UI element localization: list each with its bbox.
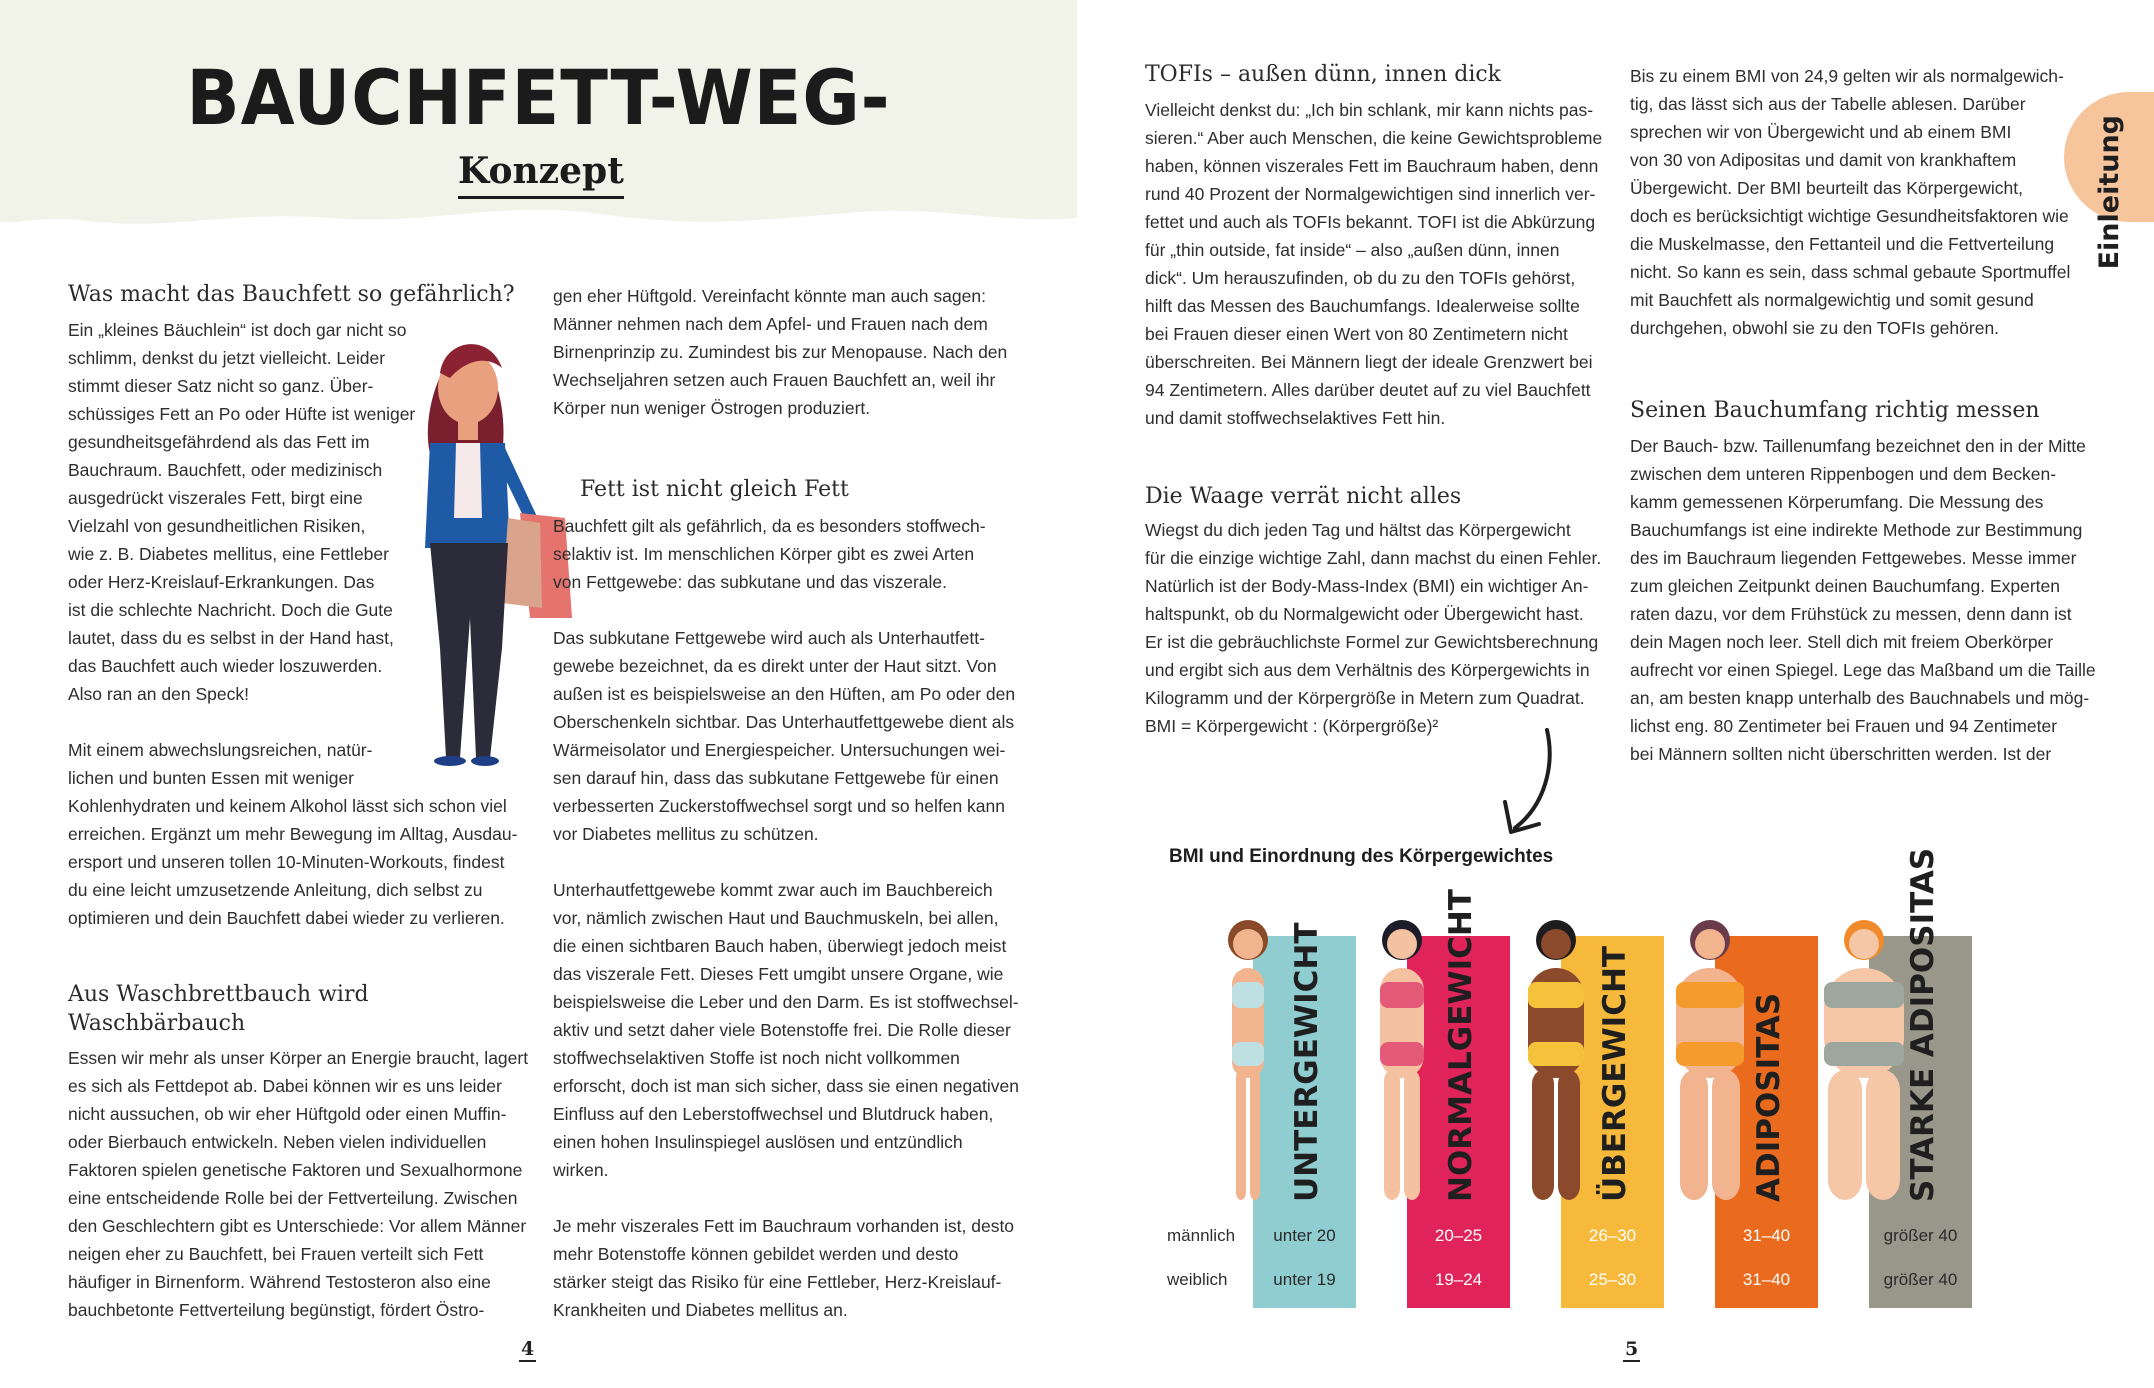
section-heading: TOFIs – außen dünn, innen dick xyxy=(1145,62,1502,87)
text-line: 94 Zentimetern. Alles darüber deutet auf zu viel Bauchfett xyxy=(1145,380,1591,400)
text-line: mehr Botenstoffe können gebildet werden und desto xyxy=(553,1244,959,1264)
text-line: Unterhautfettgewebe kommt zwar auch im Bauchbereich xyxy=(553,880,993,900)
text-line: mit Bauchfett als normalgewichtig und somit gesund xyxy=(1630,290,2034,310)
text-line: Er ist die gebräuchlichste Formel zur Gewichtsberechnung xyxy=(1145,632,1599,652)
text-line: du eine leicht umzusetzende Anleitung, dich selbst zu xyxy=(68,880,483,900)
paragraph xyxy=(1630,62,2070,342)
text-line: stärker steigt das Risiko für eine Fettleber, Herz-Kreislauf- xyxy=(553,1272,1002,1292)
text-line: zum gleichen Zeitpunkt deinen Bauchumfang. Experten xyxy=(1630,576,2060,596)
text-line: lautet, dass du es selbst in der Hand hast, xyxy=(68,628,394,648)
row-label-female: weiblich xyxy=(1167,1270,1228,1289)
text-line: Wechseljahren setzen auch Frauen Bauchfett an, weil ihr xyxy=(553,370,996,390)
text-line: die einen sichtbaren Bauch haben, überwiegt jedoch meist xyxy=(553,936,1007,956)
bmi-category-label: UNTERGEWICHT xyxy=(1289,922,1325,1202)
text-line: sieren.“ Aber auch Menschen, die keine Gewichtsprobleme xyxy=(1145,128,1603,148)
text-line: Vielzahl von gesundheitlichen Risiken, xyxy=(68,516,366,536)
text-line: Kilogramm und der Körpergröße in Metern zum Quadrat. xyxy=(1145,688,1585,708)
text-line: den Geschlechtern gibt es Unterschiede: Vor allem Männer xyxy=(68,1216,527,1236)
text-line: bei Männern sollten nicht überschritten werden. Ist der xyxy=(1630,744,2052,764)
text-line: für „thin outside, fat inside“ – also „außen dünn, innen xyxy=(1145,240,1560,260)
text-line: Vielleicht denkst du: „Ich bin schlank, mir kann nichts pas- xyxy=(1145,100,1594,120)
right-page xyxy=(1077,0,2154,1388)
text-line: Der Bauch- bzw. Taillenumfang bezeichnet den in der Mitte xyxy=(1630,436,2086,456)
paragraph xyxy=(553,512,986,596)
text-line: erforscht, doch ist man sich sicher, dass sie einen negativen xyxy=(553,1076,1019,1096)
text-line: häufiger in Birnenform. Während Testosteron also eine xyxy=(68,1272,491,1292)
text-line: vor, nämlich zwischen Haut und Bauchmuskeln, bei allen, xyxy=(553,908,999,928)
text-line: Körper nun weniger Östrogen produziert. xyxy=(553,398,871,418)
text-line: Ein „kleines Bäuchlein“ ist doch gar nicht so xyxy=(68,320,407,340)
text-line: bauchbetonte Fettverteilung begünstigt, fördert Östro- xyxy=(68,1300,485,1320)
bmi-category-label: ADIPOSITAS xyxy=(1751,992,1787,1202)
text-line: aktiv und setzt daher viele Botenstoffe frei. Die Rolle dieser xyxy=(553,1020,1011,1040)
text-line: Natürlich ist der Body-Mass-Index (BMI) ein wichtiger An- xyxy=(1145,576,1589,596)
text-line: wie z. B. Diabetes mellitus, eine Fettleber xyxy=(68,544,389,564)
paragraph xyxy=(553,876,1019,1184)
text-line: von Fettgewebe: das subkutane und das viszerale. xyxy=(553,572,947,592)
text-line: hilft das Messen des Bauchumfangs. Idealerweise sollte xyxy=(1145,296,1580,316)
text-line: Essen wir mehr als unser Körper an Energie braucht, lagert xyxy=(68,1048,529,1068)
bmi-category-label: ÜBERGEWICHT xyxy=(1597,945,1633,1202)
row-label-male: männlich xyxy=(1167,1226,1236,1245)
chapter-tab-label: Einleitung xyxy=(2094,115,2125,270)
text-line: ist die schlechte Nachricht. Doch die Gute xyxy=(68,600,393,620)
text-line: kamm gemessenen Körperumfang. Die Messung des xyxy=(1630,492,2044,512)
text-line: stimmt dieser Satz nicht so ganz. Über- xyxy=(68,376,374,396)
paragraph xyxy=(1630,432,2096,768)
text-line: es sich als Fettdepot ab. Dabei können wir es uns leider xyxy=(68,1076,502,1096)
body-figure-illustration xyxy=(1655,910,1765,1210)
text-line: schlimm, denkst du jetzt vielleicht. Leider xyxy=(68,348,386,368)
text-line: oder Herz-Kreislauf-Erkrankungen. Das xyxy=(68,572,375,592)
text-line: oder Bierbauch entwickeln. Neben vielen individuellen xyxy=(68,1132,487,1152)
text-line: aufrecht vor einen Spiegel. Lege das Maßband um die Taille xyxy=(1630,660,2096,680)
text-line: gen eher Hüftgold. Vereinfacht könnte man auch sagen: xyxy=(553,286,986,306)
text-line: Bauchfett gilt als gefährlich, da es besonders stoffwech- xyxy=(553,516,986,536)
text-line: erreichen. Ergänzt um mehr Bewegung im Alltag, Ausdau- xyxy=(68,824,518,844)
text-line: zwischen dem unteren Rippenbogen und dem Becken- xyxy=(1630,464,2057,484)
text-line: eine entscheidende Rolle bei der Fettverteilung. Zwischen xyxy=(68,1188,518,1208)
paragraph xyxy=(553,624,1015,848)
woman-with-shopping-bags-illustration xyxy=(390,318,580,768)
paragraph xyxy=(553,282,1007,422)
text-line: verbesserten Zuckerstoffwechsel sorgt und so helfen kann xyxy=(553,796,1006,816)
page-subtitle: Konzept xyxy=(458,150,624,199)
text-line: Wiegst du dich jeden Tag und hältst das Körpergewicht xyxy=(1145,520,1571,540)
text-line: beispielsweise die Leber und den Darm. Es ist stoffwechsel- xyxy=(553,992,1019,1012)
body-figure-illustration xyxy=(1501,910,1611,1210)
bmi-male-value: 26–30 xyxy=(1588,1226,1637,1245)
text-line: Wärmeisolator und Energiespeicher. Untersuchungen wei- xyxy=(553,740,1006,760)
text-line: und ergibt sich aus dem Verhältnis des Körpergewichts in xyxy=(1145,660,1590,680)
paragraph xyxy=(1145,516,1601,740)
text-line: wirken. xyxy=(553,1160,609,1180)
bmi-male-value: 20–25 xyxy=(1434,1226,1483,1245)
text-line: für die einzige wichtige Zahl, dann machst du einen Fehler. xyxy=(1145,548,1602,568)
bmi-female-value: 31–40 xyxy=(1742,1270,1791,1289)
paragraph xyxy=(68,736,517,932)
text-line: optimieren und dein Bauchfett dabei wieder zu verlieren. xyxy=(68,908,505,928)
bmi-female-value: 25–30 xyxy=(1588,1270,1637,1289)
bmi-female-value: größer 40 xyxy=(1883,1270,1958,1289)
text-line: raten dazu, vor dem Frühstück zu messen, denn dann ist xyxy=(1630,604,2072,624)
page-title: BAUCHFETT-WEG- xyxy=(186,53,891,142)
text-line: BMI = Körpergewicht : (Körpergröße)² xyxy=(1145,716,1439,736)
text-line: haltspunkt, ob du Normalgewicht oder Übergewicht hast. xyxy=(1145,604,1584,624)
text-line: gewebe bezeichnet, da es direkt unter der Haut sitzt. Von xyxy=(553,656,997,676)
arrow-icon xyxy=(1497,720,1577,840)
text-line: dick“. Um herauszufinden, ob du zu den TOFIs gehörst, xyxy=(1145,268,1576,288)
text-line: fettet und auch als TOFIs bekannt. TOFI ist die Abkürzung xyxy=(1145,212,1596,232)
text-line: des im Bauchraum liegenden Fettgewebes. Messe immer xyxy=(1630,548,2077,568)
body-figure-illustration xyxy=(1193,910,1303,1210)
page-number: 4 xyxy=(521,1338,535,1360)
paragraph xyxy=(1145,96,1602,432)
bmi-category-label: NORMALGEWICHT xyxy=(1443,889,1479,1202)
paragraph xyxy=(553,1212,1014,1324)
section-heading: Fett ist nicht gleich Fett xyxy=(580,477,849,502)
text-line: sen darauf hin, dass das subkutane Fettgewebe für einen xyxy=(553,768,999,788)
text-line: ersport und unseren tollen 10-Minuten-Workouts, findest xyxy=(68,852,505,872)
text-line: durchgehen, obwohl sie zu den TOFIs gehören. xyxy=(1630,318,2000,338)
text-line: neigen eher zu Bauchfett, bei Frauen verteilt sich Fett xyxy=(68,1244,484,1264)
body-figure-illustration xyxy=(1347,910,1457,1210)
bmi-male-value: unter 20 xyxy=(1273,1226,1336,1245)
section-heading: Aus Waschbrettbauch wird Waschbärbauch xyxy=(68,982,369,1036)
text-line: die Muskelmasse, den Fettanteil und die Fettverteilung xyxy=(1630,234,2055,254)
text-line: Das subkutane Fettgewebe wird auch als Unterhautfett- xyxy=(553,628,985,648)
bmi-chart-title: BMI und Einordnung des Körpergewichtes xyxy=(1169,846,1554,867)
text-line: Krankheiten und Diabetes mellitus an. xyxy=(553,1300,848,1320)
text-line: von 30 von Adipositas und damit von krankhaftem xyxy=(1630,150,2017,170)
text-line: an, am besten knapp unterhalb des Bauchnabels und mög- xyxy=(1630,688,2090,708)
bmi-male-value: größer 40 xyxy=(1883,1226,1958,1245)
bmi-category-label: STARKE ADIPOSITAS xyxy=(1905,847,1941,1202)
text-line: lichst eng. 80 Zentimeter bei Frauen und 94 Zentimeter xyxy=(1630,716,2058,736)
section-heading: Was macht das Bauchfett so gefährlich? xyxy=(68,282,515,307)
text-line: dein Magen noch leer. Stell dich mit freiem Oberkörper xyxy=(1630,632,2054,652)
text-line: tig, das lässt sich aus der Tabelle ablesen. Darüber xyxy=(1630,94,2026,114)
text-line: Übergewicht. Der BMI beurteilt das Körpergewicht, xyxy=(1630,178,2023,198)
text-line: und damit stoffwechselaktives Fett hin. xyxy=(1145,408,1446,428)
body-figure-illustration xyxy=(1809,910,1919,1210)
text-line: Oberschenkeln sichtbar. Das Unterhautfettgewebe dient als xyxy=(553,712,1015,732)
paragraph xyxy=(68,1044,528,1324)
text-line: doch es berücksichtigt wichtige Gesundheitsfaktoren wie xyxy=(1630,206,2069,226)
text-line: Einfluss auf den Leberstoffwechsel und Blutdruck haben, xyxy=(553,1104,994,1124)
text-line: vor Diabetes mellitus zu schützen. xyxy=(553,824,819,844)
text-line: nicht aussuchen, ob wir eher Hüftgold oder einen Muffin- xyxy=(68,1104,507,1124)
text-line: Faktoren spielen genetische Faktoren und Sexualhormone xyxy=(68,1160,523,1180)
text-line: schüssiges Fett an Po oder Hüfte ist weniger xyxy=(68,404,416,424)
text-line: Mit einem abwechslungsreichen, natür- xyxy=(68,740,373,760)
text-line: Also ran an den Speck! xyxy=(68,684,249,704)
text-line: Birnenprinzip zu. Zumindest bis zur Menopause. Nach den xyxy=(553,342,1008,362)
bmi-male-value: 31–40 xyxy=(1742,1226,1791,1245)
text-line: stoffwechselaktiven Stoffe ist noch nicht vollkommen xyxy=(553,1048,960,1068)
text-line: sprechen wir von Übergewicht und ab einem BMI xyxy=(1630,122,2012,142)
text-line: das viszerale Fett. Dieses Fett umgibt unsere Organe, wie xyxy=(553,964,1004,984)
text-line: rund 40 Prozent der Normalgewichtigen sind innerlich ver- xyxy=(1145,184,1596,204)
section-heading: Die Waage verrät nicht alles xyxy=(1145,484,1462,509)
text-line: gesundheitsgefährdend als das Fett im xyxy=(68,432,370,452)
paragraph xyxy=(68,316,415,708)
text-line: selaktiv ist. Im menschlichen Körper gibt es zwei Arten xyxy=(553,544,975,564)
text-line: überschreiten. Bei Männern liegt der ideale Grenzwert bei xyxy=(1145,352,1593,372)
text-line: einen hohen Insulinspiegel auslösen und entzündlich xyxy=(553,1132,963,1152)
bmi-female-value: 19–24 xyxy=(1434,1270,1483,1289)
page-number: 5 xyxy=(1625,1338,1639,1360)
text-line: bei Frauen dieser einen Wert von 80 Zentimetern nicht xyxy=(1145,324,1568,344)
text-line: Bauchraum. Bauchfett, oder medizinisch xyxy=(68,460,383,480)
text-line: lichen und bunten Essen mit weniger xyxy=(68,768,355,788)
text-line: Bis zu einem BMI von 24,9 gelten wir als normalgewich- xyxy=(1630,66,2064,86)
bmi-female-value: unter 19 xyxy=(1273,1270,1336,1289)
text-line: nicht. So kann es sein, dass schmal gebaute Sportmuffel xyxy=(1630,262,2071,282)
text-line: Bauchumfangs ist eine indirekte Methode zur Bestimmung xyxy=(1630,520,2083,540)
text-line: haben, können viszerales Fett im Bauchraum haben, denn xyxy=(1145,156,1599,176)
text-line: Kohlenhydraten und keinem Alkohol lässt sich schon viel xyxy=(68,796,507,816)
text-line: Männer nehmen nach dem Apfel- und Frauen nach dem xyxy=(553,314,988,334)
text-line: ausgedrückt viszerales Fett, birgt eine xyxy=(68,488,363,508)
text-line: Je mehr viszerales Fett im Bauchraum vorhanden ist, desto xyxy=(553,1216,1015,1236)
text-line: außen ist es beispielsweise an den Hüften, am Po oder den xyxy=(553,684,1016,704)
section-heading: Seinen Bauchumfang richtig messen xyxy=(1630,398,2040,423)
text-line: das Bauchfett auch wieder loszuwerden. xyxy=(68,656,383,676)
